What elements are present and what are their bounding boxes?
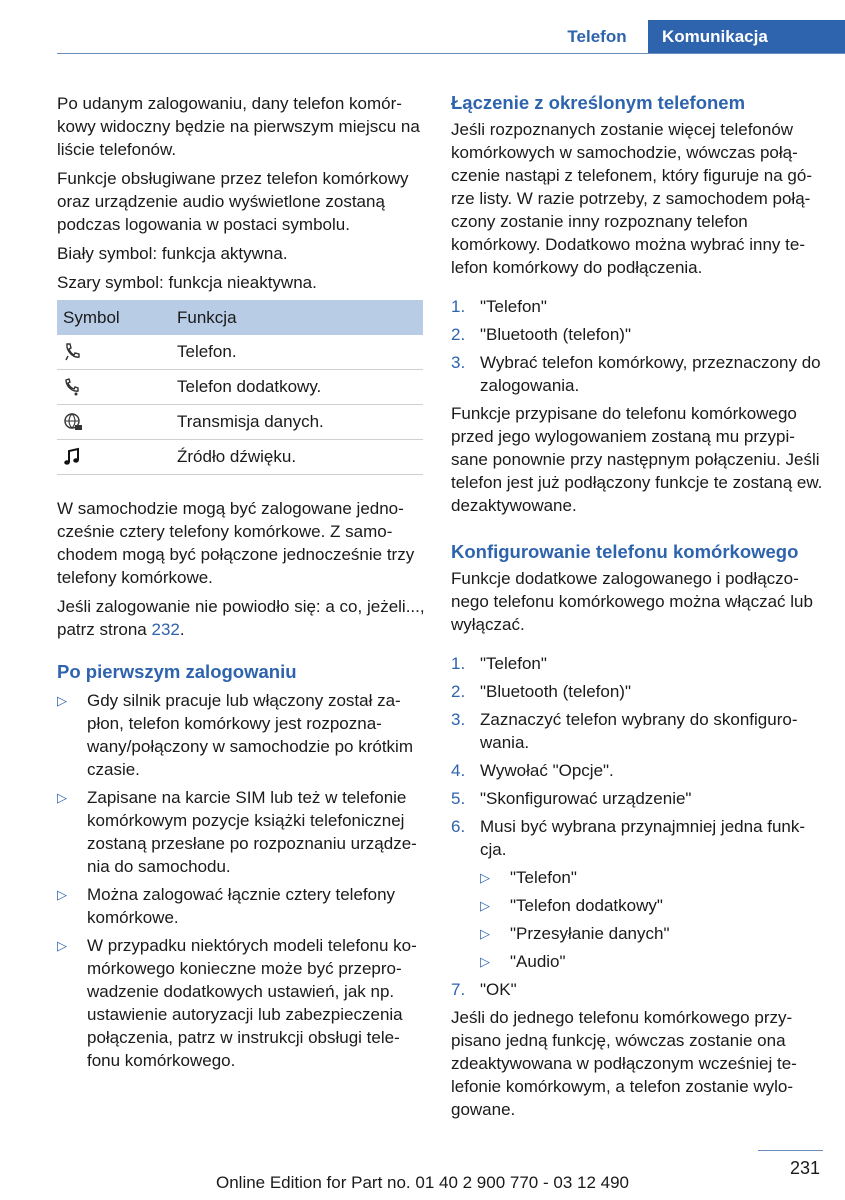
list-item-text: Zapisane na karcie SIM lub też w telefonie komórkowym pozycje książki telefonicznej zostaną przesłane po rozpoznaniu urządzenia do samochodu. bbox=[87, 788, 417, 876]
column-header-function: Funkcja bbox=[167, 300, 423, 335]
step-number: 3. bbox=[451, 710, 466, 729]
list-item bbox=[451, 323, 823, 346]
substep-text: "Telefon" bbox=[510, 868, 577, 887]
page-number: 231 bbox=[789, 1158, 820, 1178]
symbol-cell bbox=[57, 335, 167, 370]
step-number: 2. bbox=[451, 325, 466, 344]
text-fragment: Jeśli zalogowanie nie powiodło się: a co, jeżeli..., patrz strona bbox=[57, 597, 425, 639]
list-item bbox=[451, 351, 823, 397]
triangle-bullet-icon: ▷ bbox=[480, 898, 490, 913]
list-item bbox=[57, 786, 425, 878]
step-number: 3. bbox=[451, 353, 466, 372]
paragraph-configure: Funkcje dodatkowe zalogowanego i podłączonego telefonu komórkowego można włączać lub wyłączać. bbox=[451, 569, 813, 634]
triangle-bullet-icon: ▷ bbox=[57, 693, 67, 708]
table-row bbox=[57, 405, 423, 440]
step-text: "Telefon" bbox=[480, 297, 547, 316]
step-text: "OK" bbox=[480, 980, 517, 999]
step-text: "Bluetooth (telefon)" bbox=[480, 682, 631, 701]
step-number: 1. bbox=[451, 297, 466, 316]
step-text: Musi być wybrana przynajmniej jedna funkcja. bbox=[480, 817, 806, 859]
list-item bbox=[451, 708, 823, 754]
paragraph-symbols: Funkcje obsługiwane przez telefon komórkowy oraz urządzenie audio wyświetlone zostaną podczas logowania w postaci symbolu. bbox=[57, 169, 409, 234]
list-item bbox=[57, 934, 425, 1072]
header-section-label: Telefon bbox=[567, 27, 627, 46]
music-note-icon bbox=[63, 447, 161, 467]
text-fragment: . bbox=[179, 620, 185, 639]
configure-final-step bbox=[451, 978, 823, 1001]
list-item bbox=[451, 680, 823, 703]
phone-icon bbox=[63, 342, 161, 362]
connect-steps-list bbox=[451, 295, 823, 397]
triangle-bullet-icon: ▷ bbox=[57, 938, 67, 953]
list-item-text: Gdy silnik pracuje lub włączony został zapłon, telefon komórkowy jest rozpoznawany/połączony w samochodzie po krótkim czasie. bbox=[87, 691, 413, 779]
list-item bbox=[451, 759, 823, 782]
footer-edition: Online Edition for Part no. 01 40 2 900 770 - 03 12 490 bbox=[215, 1173, 629, 1192]
footer-divider bbox=[758, 1150, 823, 1151]
configure-substeps-list bbox=[451, 866, 823, 973]
first-login-list bbox=[57, 689, 425, 1072]
column-header-symbol: Symbol bbox=[57, 300, 167, 335]
step-text: "Bluetooth (telefon)" bbox=[480, 325, 631, 344]
substep-text: "Telefon dodatkowy" bbox=[510, 896, 663, 915]
step-text: "Skonfigurować urządzenie" bbox=[480, 789, 692, 808]
step-number: 7. bbox=[451, 980, 466, 999]
step-number: 5. bbox=[451, 789, 466, 808]
list-item bbox=[451, 950, 823, 973]
paragraph-function-reassign: Jeśli do jednego telefonu komórkowego przypisano jedną funkcję, wówczas zostanie ona zdeaktywowana w podłączonym wcześniej telefonie komórkowym, a telefon zostanie wylogowane. bbox=[451, 1008, 797, 1119]
left-column bbox=[57, 92, 425, 1077]
substep-text: "Przesyłanie danych" bbox=[510, 924, 670, 943]
list-item-text: W przypadku niektórych modeli telefonu komórkowego konieczne może być przeprowadzenie dodatkowych ustawień, jak np. ustawienie autoryzacji lub zabezpieczenia połączenia, patrz w instrukcji obsługi telefonu komórkowego. bbox=[87, 936, 417, 1070]
triangle-bullet-icon: ▷ bbox=[57, 887, 67, 902]
list-item bbox=[451, 922, 823, 945]
table-row bbox=[57, 370, 423, 405]
step-number: 4. bbox=[451, 761, 466, 780]
page-reference-link[interactable]: 232 bbox=[151, 620, 180, 639]
symbol-table-header bbox=[57, 300, 423, 335]
data-transmission-icon bbox=[63, 412, 161, 432]
symbol-cell bbox=[57, 440, 167, 475]
paragraph-login-failed bbox=[57, 595, 425, 641]
paragraph-connect: Jeśli rozpoznanych zostanie więcej telefonów komórkowych w samochodzie, wówczas połączenie nastąpi z telefonem, który figuruje na górze listy. W razie potrzeby, z samochodem połączony zostanie inny rozpoznany telefon komórkowy. Dodatkowo można wybrać inny telefon komórkowy do podłączenia. bbox=[451, 120, 812, 277]
substep-text: "Audio" bbox=[510, 952, 566, 971]
function-cell: Telefon. bbox=[167, 335, 423, 370]
list-item bbox=[57, 883, 425, 929]
configure-steps-list bbox=[451, 652, 823, 861]
step-number: 2. bbox=[451, 682, 466, 701]
additional-phone-icon bbox=[63, 377, 161, 397]
symbol-cell bbox=[57, 370, 167, 405]
paragraph-login-success: Po udanym zalogowaniu, dany telefon komórkowy widoczny będzie na pierwszym miejscu na liście telefonów. bbox=[57, 94, 420, 159]
header-chapter-label: Komunikacja bbox=[648, 20, 845, 54]
step-text: Wybrać telefon komórkowy, przeznaczony do zalogowania. bbox=[480, 353, 821, 395]
table-row bbox=[57, 440, 423, 475]
paragraph-assigned-functions: Funkcje przypisane do telefonu komórkowego przed jego wylogowaniem zostaną mu przypisane ponownie przy następnym połączeniu. Jeśli telefon jest już podłączony funkcje te zostaną ew. dezaktywowane. bbox=[451, 404, 823, 515]
list-item bbox=[451, 787, 823, 810]
function-cell: Transmisja danych. bbox=[167, 405, 423, 440]
list-item bbox=[451, 978, 823, 1001]
step-number: 1. bbox=[451, 654, 466, 673]
list-item bbox=[451, 652, 823, 675]
right-column bbox=[451, 92, 823, 1127]
heading-configure-phone: Konfigurowanie telefonu komórkowego bbox=[451, 541, 799, 562]
list-item bbox=[57, 689, 425, 781]
heading-first-login: Po pierwszym zalogowaniu bbox=[57, 661, 297, 682]
function-cell: Telefon dodatkowy. bbox=[167, 370, 423, 405]
list-item bbox=[451, 815, 823, 861]
symbol-table bbox=[57, 300, 423, 475]
paragraph-four-phones: W samochodzie mogą być zalogowane jednocześnie cztery telefony komórkowe. Z samochodem mogą być połączone jednocześnie trzy telefony komórkowe. bbox=[57, 499, 415, 587]
header-divider bbox=[57, 53, 845, 54]
list-item-text: Można zalogować łącznie cztery telefony komórkowe. bbox=[87, 885, 396, 927]
table-row bbox=[57, 335, 423, 370]
function-cell: Źródło dźwięku. bbox=[167, 440, 423, 475]
triangle-bullet-icon: ▷ bbox=[480, 954, 490, 969]
step-text: Wywołać "Opcje". bbox=[480, 761, 614, 780]
list-item bbox=[451, 894, 823, 917]
step-text: "Telefon" bbox=[480, 654, 547, 673]
step-text: Zaznaczyć telefon wybrany do skonfigurowania. bbox=[480, 710, 798, 752]
list-item bbox=[451, 295, 823, 318]
step-number: 6. bbox=[451, 817, 466, 836]
paragraph-white-symbol: Biały symbol: funkcja aktywna. bbox=[57, 244, 288, 263]
triangle-bullet-icon: ▷ bbox=[480, 926, 490, 941]
paragraph-grey-symbol: Szary symbol: funkcja nieaktywna. bbox=[57, 273, 317, 292]
triangle-bullet-icon: ▷ bbox=[57, 790, 67, 805]
symbol-cell bbox=[57, 405, 167, 440]
triangle-bullet-icon: ▷ bbox=[480, 870, 490, 885]
heading-connect-specific-phone: Łączenie z określonym telefonem bbox=[451, 92, 746, 113]
list-item bbox=[451, 866, 823, 889]
